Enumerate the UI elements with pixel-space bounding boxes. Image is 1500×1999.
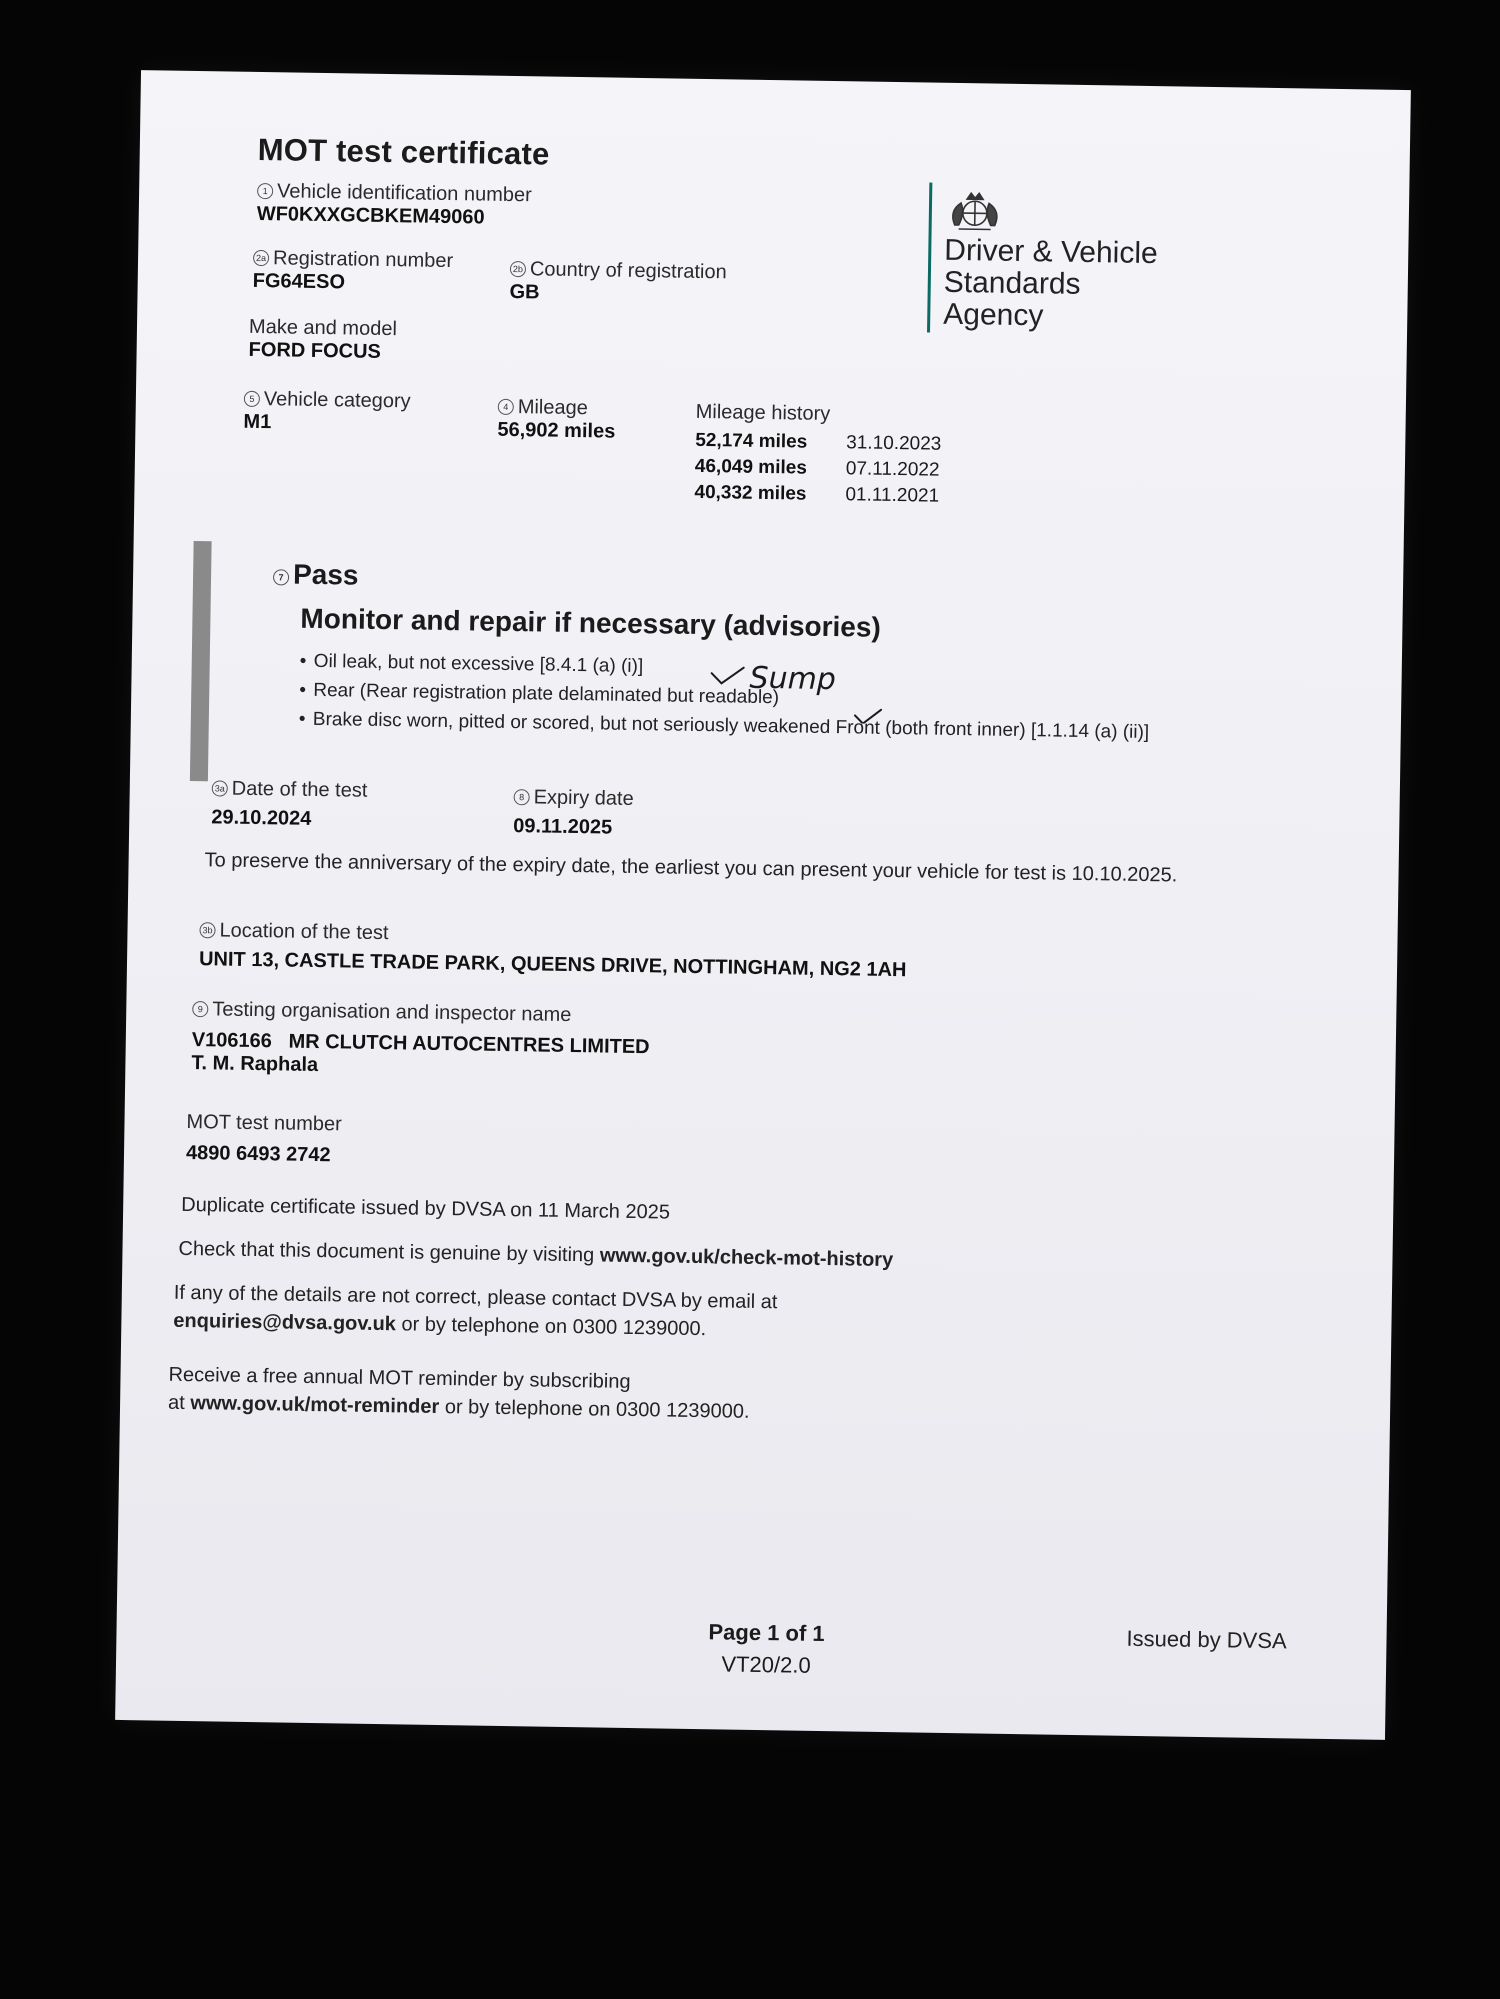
handwritten-text: Sump xyxy=(749,660,837,698)
page-number: Page 1 of 1 xyxy=(708,1619,825,1647)
genuine-check-line xyxy=(178,1235,893,1274)
country-label: Country of registration xyxy=(529,258,727,284)
expiry-date-label: Expiry date xyxy=(533,786,634,810)
mileage-history xyxy=(694,401,943,510)
mileage-value: 56,902 miles xyxy=(497,418,616,443)
field-number-badge: 5 xyxy=(244,391,260,407)
certificate-title: MOT test certificate xyxy=(257,131,550,172)
form-code: VT20/2.0 xyxy=(721,1651,811,1678)
mileage-field xyxy=(497,396,616,444)
field-number-badge: 4 xyxy=(498,399,514,415)
expiry-date-value: 09.11.2025 xyxy=(513,815,613,839)
vin-field xyxy=(257,180,532,230)
field-number-badge: 3b xyxy=(199,922,215,938)
country-field xyxy=(509,258,726,307)
reminder-line: Receive a free annual MOT reminder by subscribing xyxy=(168,1363,631,1393)
location-label: Location of the test xyxy=(219,919,389,945)
contact-line: If any of the details are not correct, please contact DVSA by email at xyxy=(173,1281,778,1314)
handwritten-annotation xyxy=(707,651,928,724)
result-bar xyxy=(190,541,212,781)
field-number-badge: 9 xyxy=(192,1001,208,1017)
location-value: UNIT 13, CASTLE TRADE PARK, QUEENS DRIVE, NOTTINGHAM, NG2 1AH xyxy=(198,948,907,982)
expiry-date-field xyxy=(513,786,634,840)
make-model-field xyxy=(248,316,397,364)
test-number-label: MOT test number xyxy=(186,1110,342,1136)
registration-field xyxy=(253,247,454,296)
advisories-title: Monitor and repair if necessary (advisories) xyxy=(300,602,882,643)
result-value: Pass xyxy=(292,558,359,591)
registration-value: FG64ESO xyxy=(252,269,346,294)
field-number-badge: 3a xyxy=(212,780,228,796)
agency-name xyxy=(943,235,1204,335)
test-number-field xyxy=(186,1111,342,1167)
history-miles: 46,049 miles xyxy=(694,455,808,479)
history-date: 31.10.2023 xyxy=(846,432,942,455)
logo-divider xyxy=(927,183,932,333)
vehicle-category-label: Vehicle category xyxy=(263,388,411,413)
mot-reminder-link[interactable]: www.gov.uk/mot-reminder xyxy=(190,1392,440,1418)
country-value: GB xyxy=(509,280,540,304)
check-mot-history-link[interactable]: www.gov.uk/check-mot-history xyxy=(599,1244,894,1272)
check-mark-icon xyxy=(711,667,743,684)
issued-by: Issued by DVSA xyxy=(1126,1625,1287,1654)
contact-email-link[interactable]: enquiries@dvsa.gov.uk xyxy=(173,1309,397,1336)
inspector-name: T. M. Raphala xyxy=(191,1052,319,1077)
genuine-prefix: Check that this document is genuine by visiting xyxy=(178,1237,600,1267)
test-date-value: 29.10.2024 xyxy=(211,806,312,830)
test-date-label: Date of the test xyxy=(231,777,368,802)
field-number-badge: 1 xyxy=(257,183,273,199)
dvsa-logo xyxy=(927,183,1158,333)
list-item: • Brake disc worn, pitted or scored, but not seriously weakened Front (both front inner) [1.1.14 (a) (ii)] xyxy=(299,709,1259,746)
mileage-history-table xyxy=(694,428,942,510)
registration-label: Registration number xyxy=(272,247,454,273)
duplicate-note: Duplicate certificate issued by DVSA on 11 March 2025 xyxy=(181,1193,671,1224)
make-model-label: Make and model xyxy=(248,315,398,341)
mileage-history-label: Mileage history xyxy=(695,400,831,425)
contact-paragraph xyxy=(173,1279,777,1344)
reminder-prefix: at xyxy=(167,1391,191,1415)
table-row xyxy=(695,454,942,484)
list-item: • Rear (Rear registration plate delaminated but readable) xyxy=(299,680,1259,717)
organisation-label: Testing organisation and inspector name xyxy=(212,998,572,1027)
test-location-field xyxy=(199,919,907,982)
agency-line-3: Agency xyxy=(943,297,1044,333)
check-mark-icon xyxy=(855,709,881,723)
vin-label: Vehicle identification number xyxy=(276,180,532,207)
agency-line-1: Driver & Vehicle xyxy=(944,233,1158,271)
history-miles: 40,332 miles xyxy=(694,481,807,505)
make-model-value: FORD FOCUS xyxy=(248,338,382,363)
vin-value: WF0KXXGCBKEM49060 xyxy=(256,202,485,229)
mot-certificate-page xyxy=(115,70,1411,1740)
history-date: 07.11.2022 xyxy=(845,458,940,481)
organisation-code: V106166 xyxy=(191,1029,273,1053)
anniversary-note: To preserve the anniversary of the expiry date, the earliest you can present your vehicle for test is 10.10.2025. xyxy=(204,849,1178,887)
agency-line-2: Standards xyxy=(943,265,1081,301)
history-miles: 52,174 miles xyxy=(695,429,808,453)
test-number-value: 4890 6493 2742 xyxy=(185,1141,331,1167)
field-number-badge: 2a xyxy=(253,250,269,266)
list-item: • Oil leak, but not excessive [8.4.1 (a) (i)] xyxy=(300,651,1260,688)
vehicle-category-value: M1 xyxy=(243,410,272,434)
history-date: 01.11.2021 xyxy=(845,484,940,507)
reminder-suffix: or by telephone on 0300 1239000. xyxy=(439,1395,750,1423)
royal-crest-icon xyxy=(945,185,1006,236)
organisation-name: MR CLUTCH AUTOCENTRES LIMITED xyxy=(288,1030,650,1059)
mileage-label: Mileage xyxy=(517,396,589,420)
field-number-badge: 8 xyxy=(514,789,530,805)
testing-organisation-field xyxy=(191,998,650,1082)
reminder-paragraph xyxy=(168,1361,750,1426)
field-number-badge: 7 xyxy=(273,569,289,585)
table-row xyxy=(694,480,941,510)
contact-suffix: or by telephone on 0300 1239000. xyxy=(395,1313,707,1341)
table-row xyxy=(695,428,942,458)
vehicle-category-field xyxy=(243,388,410,437)
field-number-badge: 2b xyxy=(510,261,526,277)
page-footer xyxy=(696,1619,837,1679)
test-result xyxy=(273,558,359,591)
test-date-field xyxy=(211,777,367,831)
